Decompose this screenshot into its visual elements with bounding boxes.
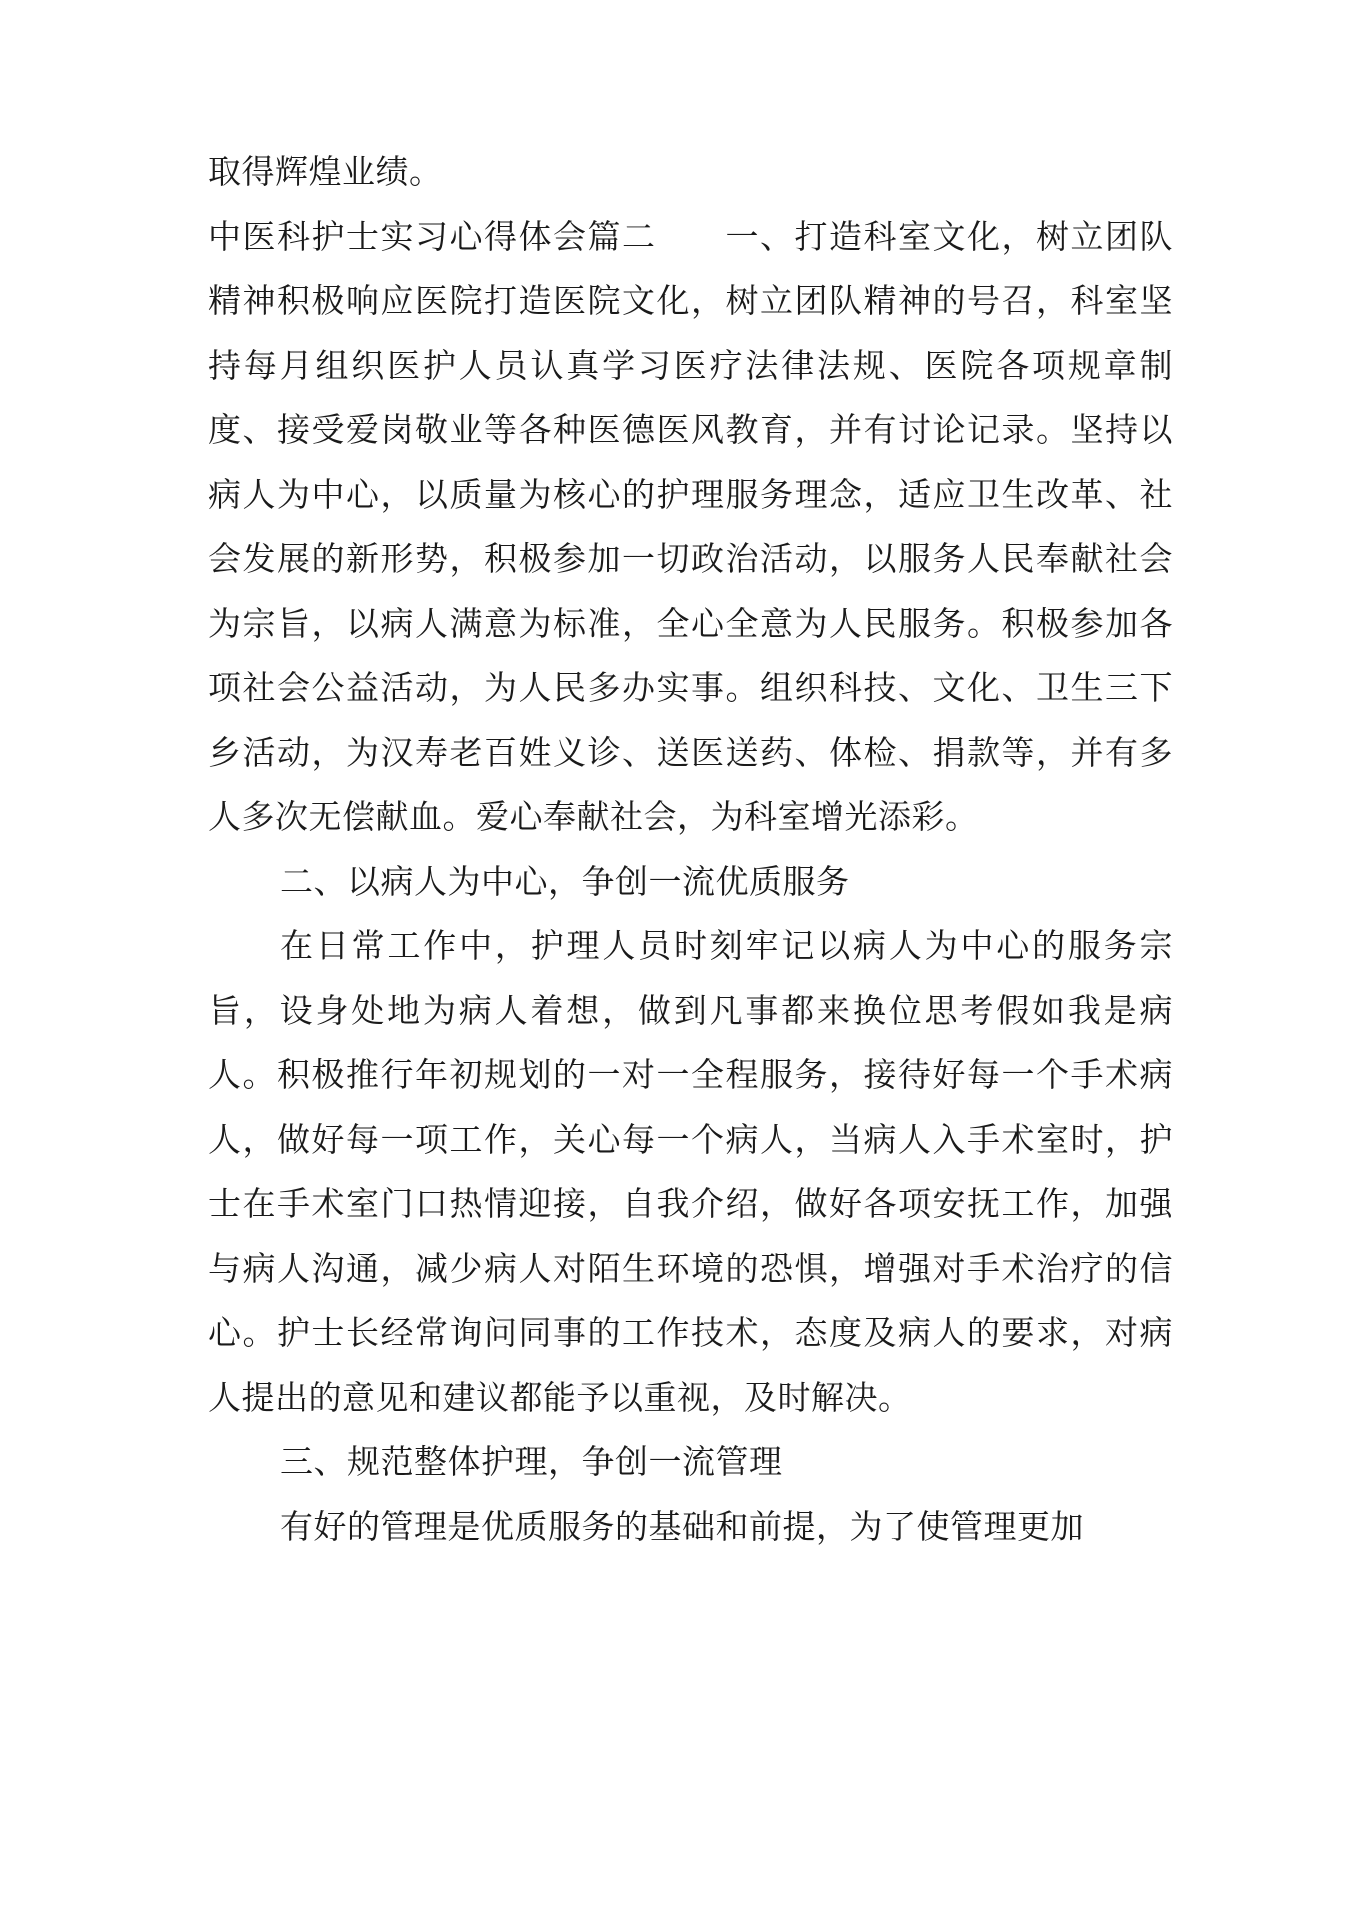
paragraph-1: 取得辉煌业绩。 <box>208 152 443 191</box>
section-heading-2: 二、以病人为中心，争创一流优质服务 <box>280 861 850 901</box>
paragraph-4: 有好的管理是优质服务的基础和前提，为了使管理更加 <box>280 1506 1084 1546</box>
document-body <box>208 140 1173 1559</box>
section-heading-3: 三、规范整体护理，争创一流管理 <box>280 1442 783 1481</box>
paragraph-3: 在日常工作中，护理人员时刻牢记以病人为中心的服务宗旨，设身处地为病人着想，做到凡事都来换位思考假如我是病人。积极推行年初规划的一对一全程服务，接待好每一个手术病人，做好每一项工作，关心每一个病人，当病人入手术室时，护士在手术室门口热情迎接，自我介绍，做好各项安抚工作，加强与病人沟通，减少病人对陌生环境的恐惧，增强对手术治疗的信心。护士长经常询问同事的工作技术，态度及病人的要求，对病人提出的意见和建议都能予以重视，及时解决。 <box>208 926 1173 1417</box>
paragraph-2: 中医科护士实习心得体会篇二 一、打造科室文化，树立团队精神积极响应医院打造医院文化，树立团队精神的号召，科室坚持每月组织医护人员认真学习医疗法律法规、医院各项规章制度、接受爱岗敬业等各种医德医风教育，并有讨论记录。坚持以病人为中心，以质量为核心的护理服务理念，适应卫生改革、社会发展的新形势，积极参加一切政治活动，以服务人民奉献社会为宗旨，以病人满意为标准，全心全意为人民服务。积极参加各项社会公益活动，为人民多办实事。组织科技、文化、卫生三下乡活动，为汉寿老百姓义诊、送医送药、体检、捐款等，并有多人多次无偿献血。爱心奉献社会，为科室增光添彩。 <box>208 216 1173 836</box>
